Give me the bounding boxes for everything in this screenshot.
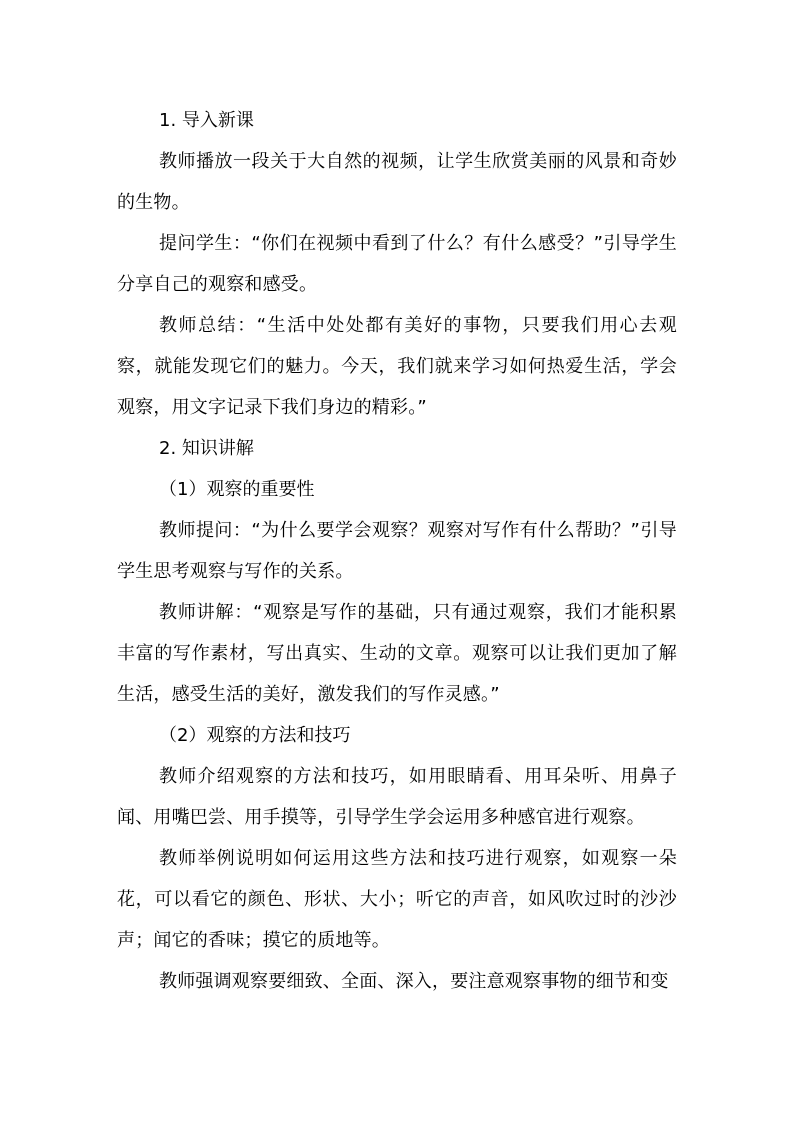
section-heading-knowledge: 2. 知识讲解 — [159, 438, 254, 459]
paragraph: 教师讲解：“观察是写作的基础，只有通过观察，我们才能积累丰富的写作素材，写出真实、生动的文章。观察可以让我们更加了解生活，感受生活的美好，激发我们的写作灵感。” — [117, 602, 677, 705]
paragraph: 教师介绍观察的方法和技巧，如用眼睛看、用耳朵听、用鼻子闻、用嘴巴尝、用手摸等，引导学生学会运用多种感官进行观察。 — [117, 766, 677, 828]
subsection-heading-importance: （1）观察的重要性 — [159, 479, 315, 500]
paragraph: 教师播放一段关于大自然的视频，让学生欣赏美丽的风景和奇妙的生物。 — [117, 151, 677, 213]
paragraph: 教师强调观察要细致、全面、深入，要注意观察事物的细节和变 — [159, 971, 669, 992]
paragraph: 教师提问：“为什么要学会观察？观察对写作有什么帮助？”引导学生思考观察与写作的关系。 — [117, 520, 677, 582]
section-heading-intro: 1. 导入新课 — [159, 110, 254, 131]
paragraph: 教师举例说明如何运用这些方法和技巧进行观察，如观察一朵花，可以看它的颜色、形状、大小；听它的声音，如风吹过时的沙沙声；闻它的香味；摸它的质地等。 — [117, 848, 677, 951]
subsection-heading-methods: （2）观察的方法和技巧 — [159, 725, 351, 746]
paragraph: 提问学生：“你们在视频中看到了什么？有什么感受？”引导学生分享自己的观察和感受。 — [117, 233, 677, 295]
document-body — [117, 100, 677, 1002]
paragraph: 教师总结：“生活中处处都有美好的事物，只要我们用心去观察，就能发现它们的魅力。今天，我们就来学习如何热爱生活，学会观察，用文字记录下我们身边的精彩。” — [117, 315, 677, 418]
